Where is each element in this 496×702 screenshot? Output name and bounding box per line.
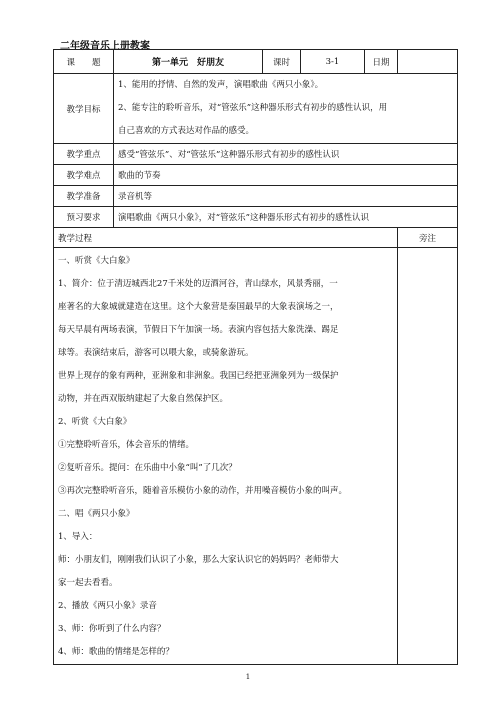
process-line: 1、导入： — [58, 532, 98, 542]
process-line: 世界上现存的象有两种，亚洲象和非洲象。我国已经把亚洲象列为一级保护 — [58, 371, 339, 381]
preview-row — [54, 207, 458, 228]
process-header-row — [54, 228, 458, 248]
preview-label: 预习要求 — [54, 207, 114, 228]
process-line: ③再次完整聆听音乐，随着音乐模仿小象的动作，并用噪音模仿小象的叫声。 — [58, 486, 348, 496]
process-line: 4、师：歌曲的情绪是怎样的？ — [58, 647, 174, 657]
period-value: 3-1 — [301, 50, 365, 74]
goal-line: 1、能用的抒情、自然的发声，演唱歌曲《两只小象》。 — [118, 80, 324, 90]
process-line: 二、唱《两只小象》 — [58, 509, 135, 519]
process-line: 家一起去看看。 — [58, 578, 118, 588]
goal-line: 2、能专注的聆听音乐，对“管弦乐”这种器乐形式有初步的感性认识，用 — [118, 103, 388, 113]
preparation-label: 教学准备 — [54, 186, 114, 207]
page-number: 1 — [245, 673, 251, 681]
process-line: 3、师：你听到了什么内容？ — [58, 624, 166, 634]
process-line: ②复听音乐。提问：在乐曲中小象“叫”了几次？ — [58, 463, 237, 473]
process-content-row — [54, 248, 458, 665]
process-label: 教学过程 — [54, 228, 398, 248]
process-line: 1、简介：位于清迈城西北27千米处的迈酒河谷，青山绿水，风景秀丽，一 — [58, 279, 338, 289]
process-line: 座著名的大象城就建造在这里。这个大象营是泰国最早的大象表演场之一， — [58, 302, 339, 312]
topic-row — [54, 50, 458, 74]
date-label: 日期 — [365, 50, 398, 74]
difficulties-label: 教学难点 — [54, 165, 114, 186]
preparation-row — [54, 186, 458, 207]
process-line: 师：小朋友们，刚刚我们认识了小象，那么大家认识它的妈妈吗？老师带大 — [58, 555, 339, 565]
process-line: 一、听赏《大白象》 — [58, 256, 135, 266]
key-points-label: 教学重点 — [54, 144, 114, 165]
topic-label: 课 题 — [54, 50, 114, 74]
document-title: 二年级音乐上册教案 — [60, 41, 150, 52]
process-line: 2、播放《两只小象》录音 — [58, 601, 157, 611]
process-line: 动物，并在西双版纳建起了大象自然保护区。 — [58, 394, 229, 404]
preview-value: 演唱歌曲《两只小象》，对“管弦乐”这种器乐形式有初步的感性认识 — [114, 207, 458, 228]
difficulties-row — [54, 165, 458, 186]
topic-value: 第一单元 好朋友 — [114, 50, 263, 74]
process-line: ①完整聆听音乐，体会音乐的情绪。 — [58, 440, 195, 450]
preparation-value: 录音机等 — [114, 186, 458, 207]
period-label: 课时 — [263, 50, 301, 74]
process-content — [54, 248, 398, 665]
key-points-row — [54, 144, 458, 165]
goals-content — [114, 74, 458, 144]
process-line: 球等。表演结束后，游客可以喂大象，或骑象游玩。 — [58, 348, 254, 358]
notes-label: 旁注 — [398, 228, 458, 248]
goal-line: 自己喜欢的方式表达对作品的感受。 — [118, 126, 255, 136]
notes-cell — [398, 248, 458, 665]
key-points-value: 感受“管弦乐”、对“管弦乐”这种器乐形式有初步的感性认识 — [114, 144, 458, 165]
goals-row — [54, 74, 458, 144]
goals-label: 教学目标 — [54, 74, 114, 144]
process-line: 每天早晨有两场表演，节假日下午加演一场。表演内容包括大象洗澡、踢足 — [58, 325, 339, 335]
lesson-plan-table — [53, 49, 458, 665]
difficulties-value: 歌曲的节奏 — [114, 165, 458, 186]
date-value — [398, 50, 458, 74]
process-line: 2、听赏《大白象》 — [58, 417, 132, 427]
